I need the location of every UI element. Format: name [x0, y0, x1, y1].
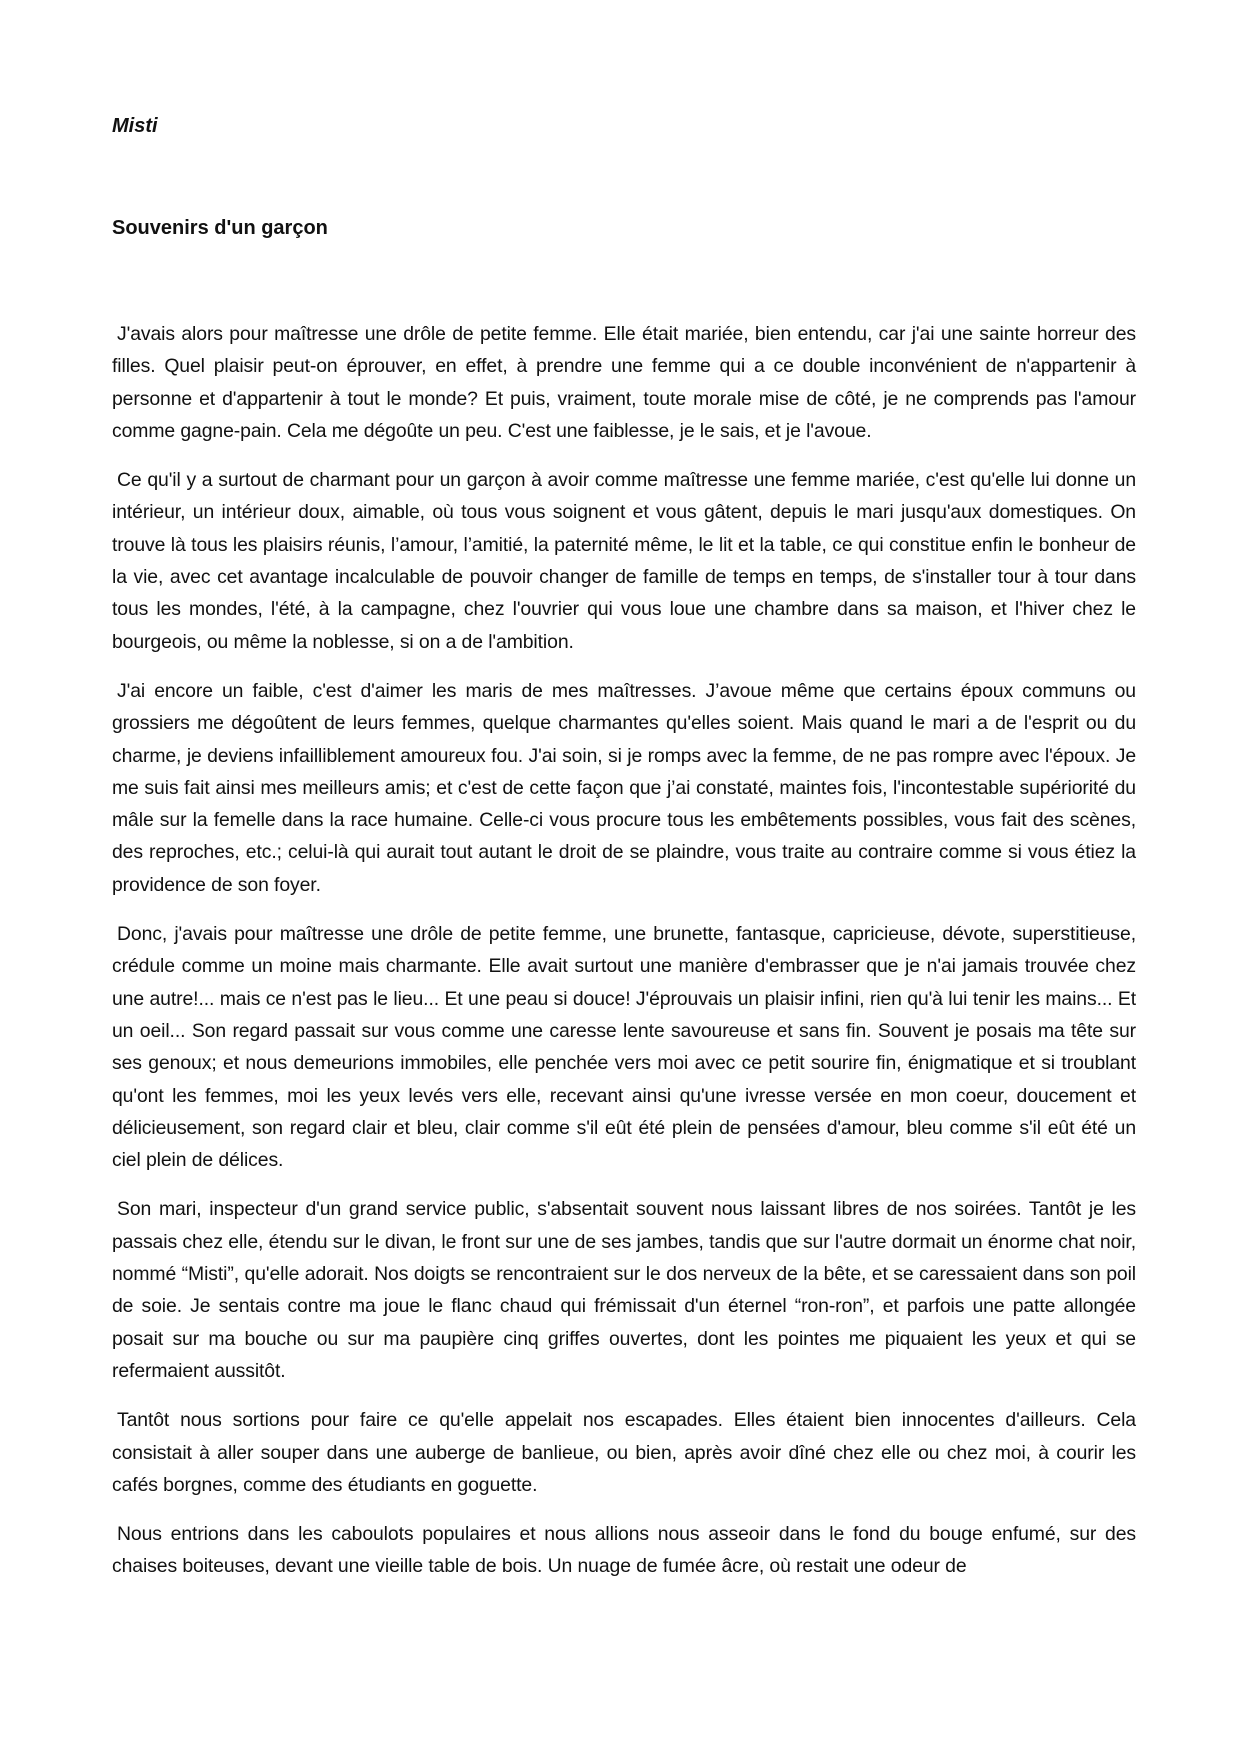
document-body: [112, 318, 1136, 1600]
paragraph: J'ai encore un faible, c'est d'aimer les maris de mes maîtresses. J’avoue même que certains époux communs ou grossiers me dégoûtent de leurs femmes, quelque charmantes qu'elles soient. Mais quand le mari a de l'esprit ou du charme, je deviens infailliblement amoureux fou. J'ai soin, si je romps avec la femme, de ne pas rompre avec l'époux. Je me suis fait ainsi mes meilleurs amis; et c'est de cette façon que j’ai constaté, maintes fois, l'incontestable supériorité du mâle sur la femelle dans la race humaine. Celle-ci vous procure tous les embêtements possibles, vous fait des scènes, des reproches, etc.; celui-là qui aurait tout autant le droit de se plaindre, vous traite au contraire comme si vous étiez la providence de son foyer.: [112, 679, 1136, 896]
document-title: Misti: [112, 115, 158, 137]
paragraph: Son mari, inspecteur d'un grand service public, s'absentait souvent nous laissant libres de nos soirées. Tantôt je les passais chez elle, étendu sur le divan, le front sur une de ses jambes, tandis que sur l'autre dormait un énorme chat noir, nommé “Misti”, qu'elle adorait. Nos doigts se rencontraient sur le dos nerveux de la bête, et se caressaient dans son poil de soie. Je sentais contre ma joue le flanc chaud qui frémissait d'un éternel “ron-ron”, et parfois une patte allongée posait sur ma bouche ou sur ma paupière cinq griffes ouvertes, dont les pointes me piquaient les yeux et qui se refermaient aussitôt.: [112, 1198, 1136, 1382]
paragraph: Nous entrions dans les caboulots populaires et nous allions nous asseoir dans le fond du bouge enfumé, sur des chaises boiteuses, devant une vieille table de bois. Un nuage de fumée âcre, où restait une odeur de: [112, 1523, 1136, 1578]
paragraph: J'avais alors pour maîtresse une drôle de petite femme. Elle était mariée, bien entendu, car j'ai une sainte horreur des filles. Quel plaisir peut-on éprouver, en effet, à prendre une femme qui a ce double inconvénient de n'appartenir à personne et d'appartenir à tout le monde? Et puis, vraiment, toute morale mise de côté, je ne comprends pas l'amour comme gagne-pain. Cela me dégoûte un peu. C'est une faiblesse, je le sais, et je l'avoue.: [112, 323, 1136, 442]
document-subtitle: Souvenirs d'un garçon: [112, 217, 328, 239]
paragraph: Ce qu'il y a surtout de charmant pour un garçon à avoir comme maîtresse une femme mariée, c'est qu'elle lui donne un intérieur, un intérieur doux, aimable, où tous vous soignent et vous gâtent, depuis le mari jusqu'aux domestiques. On trouve là tous les plaisirs réunis, l’amour, l’amitié, la paternité même, le lit et la table, ce qui constitue enfin le bonheur de la vie, avec cet avantage incalculable de pouvoir changer de famille de temps en temps, de s'installer tour à tour dans tous les mondes, l'été, à la campagne, chez l'ouvrier qui vous loue une chambre dans sa maison, et l'hiver chez le bourgeois, ou même la noblesse, si on a de l'ambition.: [112, 469, 1136, 653]
paragraph: Donc, j'avais pour maîtresse une drôle de petite femme, une brunette, fantasque, capricieuse, dévote, superstitieuse, crédule comme un moine mais charmante. Elle avait surtout une manière d'embrasser que je n'ai jamais trouvée chez une autre!... mais ce n'est pas le lieu... Et une peau si douce! J'éprouvais un plaisir infini, rien qu'à lui tenir les mains... Et un oeil... Son regard passait sur vous comme une caresse lente savoureuse et sans fin. Souvent je posais ma tête sur ses genoux; et nous demeurions immobiles, elle penchée vers moi avec ce petit sourire fin, énigmatique et si troublant qu'ont les femmes, moi les yeux levés vers elle, recevant ainsi qu'une ivresse versée en mon coeur, doucement et délicieusement, son regard clair et bleu, clair comme s'il eût été plein de pensées d'amour, bleu comme s'il eût été un ciel plein de délices.: [112, 923, 1136, 1172]
paragraph: Tantôt nous sortions pour faire ce qu'elle appelait nos escapades. Elles étaient bien innocentes d'ailleurs. Cela consistait à aller souper dans une auberge de banlieue, ou bien, après avoir dîné chez elle ou chez moi, à courir les cafés borgnes, comme des étudiants en goguette.: [112, 1409, 1136, 1496]
